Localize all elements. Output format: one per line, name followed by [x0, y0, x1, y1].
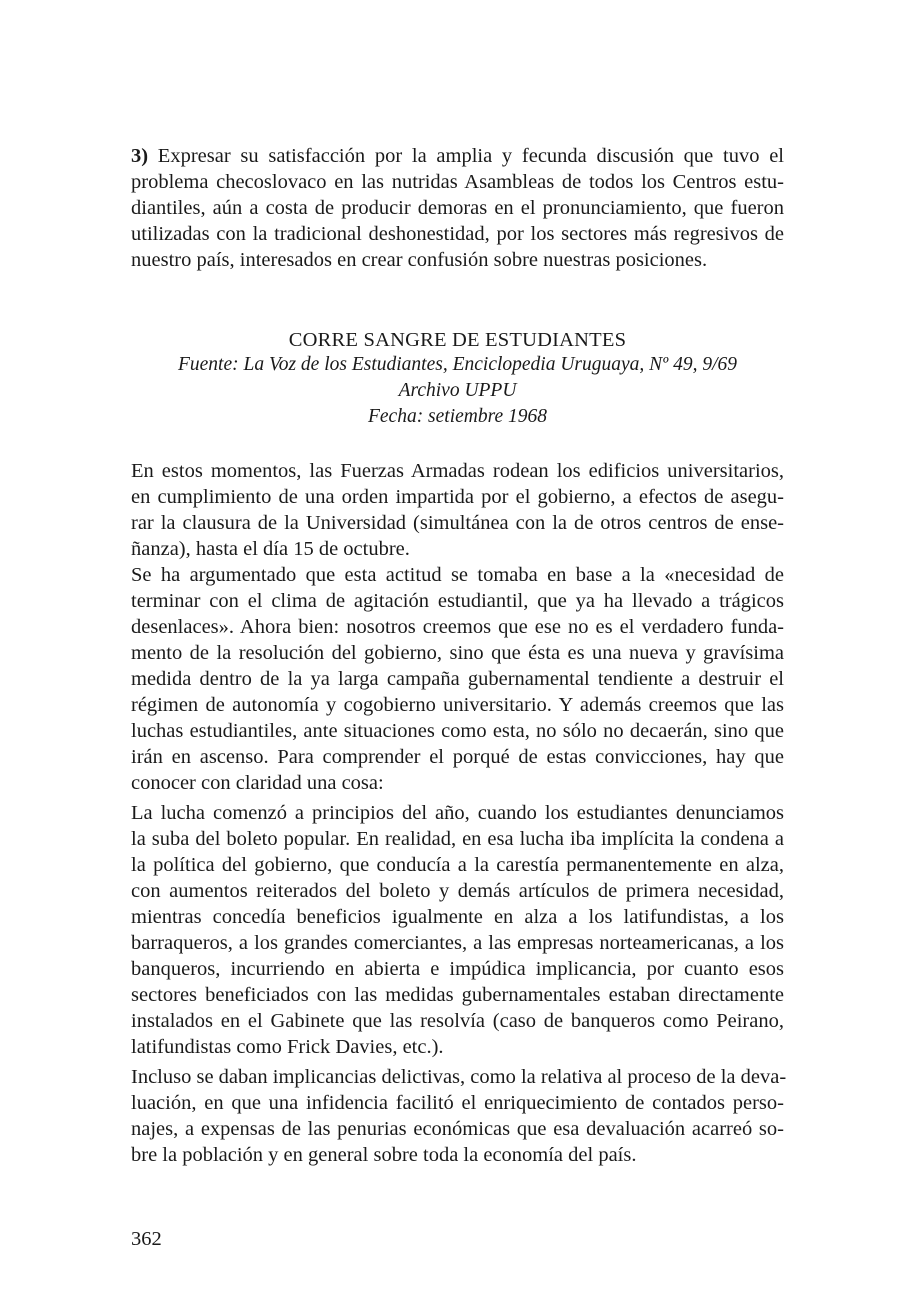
body-line: barraqueros, a los grandes comerciantes, a las empresas norteamericanas, a los — [131, 932, 784, 954]
article-source: Fuente: La Voz de los Estudiantes, Enciclopedia Uruguaya, Nº 49, 9/69 — [177, 354, 738, 375]
item-number: 3) — [131, 145, 149, 167]
body-line: terminar con el clima de agitación estudiantil, que ya ha llevado a trágicos — [131, 590, 784, 612]
page-number: 362 — [131, 1228, 162, 1250]
body-line: irán en ascenso. Para comprender el porqué de estas convicciones, hay que — [131, 746, 784, 768]
body-line: con aumentos reiterados del boleto y demás artículos de primera necesidad, — [131, 880, 784, 902]
body-line: Incluso se daban implicancias delictivas, como la relativa al proceso de la deva- — [131, 1066, 787, 1088]
body-line: mientras concedía beneficios igualmente en alza a los latifundistas, a los — [131, 906, 784, 928]
body-line: En estos momentos, las Fuerzas Armadas rodean los edificios universitarios, — [131, 460, 784, 482]
paragraph-line: problema checoslovaco en las nutridas Asambleas de todos los Centros estu- — [131, 171, 784, 193]
paragraph-line: diantiles, aún a costa de producir demoras en el pronunciamiento, que fueron — [131, 197, 784, 219]
paragraph-line: nuestro país, interesados en crear confusión sobre nuestras posiciones. — [131, 249, 708, 271]
body-line: mento de la resolución del gobierno, sino que ésta es una nueva y gravísima — [131, 642, 784, 664]
body-line: régimen de autonomía y cogobierno universitario. Y además creemos que las — [131, 694, 784, 716]
article-archive: Archivo UPPU — [398, 380, 517, 401]
body-line: Se ha argumentado que esta actitud se tomaba en base a la «necesidad de — [131, 564, 784, 586]
body-line: conocer con claridad una cosa: — [131, 772, 384, 794]
body-line: luación, en que una infidencia facilitó el enriquecimiento de contados perso- — [131, 1092, 784, 1114]
body-line: banqueros, incurriendo en abierta e impúdica implicancia, por cuanto esos — [131, 958, 784, 980]
body-line: La lucha comenzó a principios del año, cuando los estudiantes denunciamos — [131, 802, 784, 824]
body-line: sectores beneficiados con las medidas gubernamentales estaban directamente — [131, 984, 784, 1006]
paragraph-line-text: Expresar su satisfacción por la amplia y fecunda discusión que tuvo el — [148, 145, 784, 167]
body-line: instalados en el Gabinete que las resolvía (caso de banqueros como Peirano, — [131, 1010, 784, 1032]
article-title: CORRE SANGRE DE ESTUDIANTES — [288, 329, 627, 351]
body-line: rar la clausura de la Universidad (simultánea con la de otros centros de ense- — [131, 512, 784, 534]
body-line: desenlaces». Ahora bien: nosotros creemos que ese no es el verdadero funda- — [131, 616, 784, 638]
body-line: medida dentro de la ya larga campaña gubernamental tendiente a destruir el — [131, 668, 784, 690]
body-line: la suba del boleto popular. En realidad, en esa lucha iba implícita la condena a — [131, 828, 784, 850]
paragraph-line: utilizadas con la tradicional deshonestidad, por los sectores más regresivos de — [131, 223, 784, 245]
article-date: Fecha: setiembre 1968 — [367, 406, 548, 427]
paragraph-line — [131, 143, 784, 169]
body-line: la política del gobierno, que conducía a la carestía permanentemente en alza, — [131, 854, 784, 876]
body-line: bre la población y en general sobre toda la economía del país. — [131, 1144, 637, 1166]
body-line: luchas estudiantiles, ante situaciones como esta, no sólo no decaerán, sino que — [131, 720, 784, 742]
body-line: ñanza), hasta el día 15 de octubre. — [131, 538, 410, 560]
body-line: en cumplimiento de una orden impartida por el gobierno, a efectos de asegu- — [131, 486, 784, 508]
body-line: najes, a expensas de las penurias económicas que esa devaluación acarreó so- — [131, 1118, 784, 1140]
body-line: latifundistas como Frick Davies, etc.). — [131, 1036, 444, 1058]
